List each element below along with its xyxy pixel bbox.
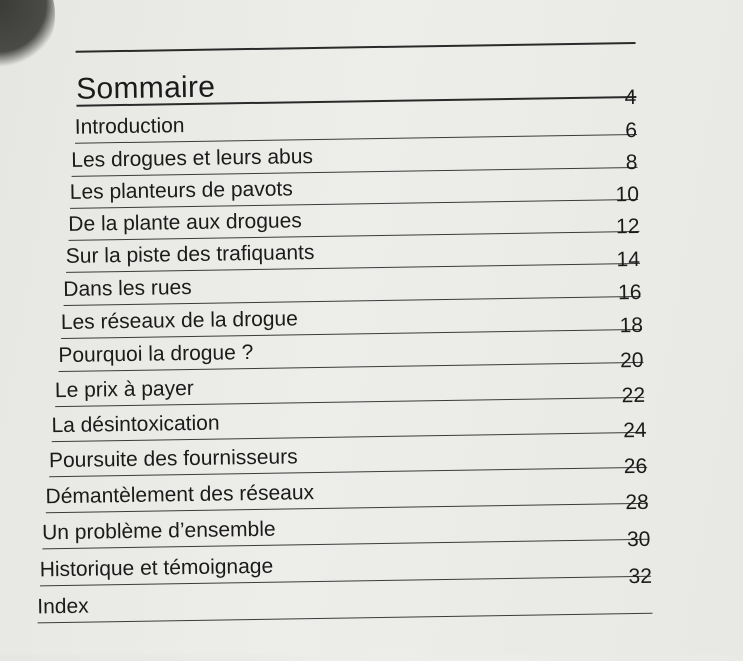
toc-entry-page: 4	[624, 85, 637, 110]
toc-entry-label: Les drogues et leurs abus	[71, 145, 314, 172]
toc-entry-page: 10	[615, 182, 640, 207]
toc-entry-page: 6	[625, 118, 638, 143]
toc-entry-page: 26	[623, 454, 648, 479]
toc-entry-page: 24	[623, 418, 647, 443]
toc-entry-page: 12	[615, 214, 640, 239]
toc-entry-label: Pourquoi la drogue ?	[58, 340, 254, 368]
toc-entry-page: 16	[617, 280, 642, 305]
toc-entry-page: 14	[616, 247, 641, 272]
toc-entry-label: Les planteurs de pavots	[69, 177, 293, 204]
toc-entry-label: Index	[37, 594, 89, 619]
toc-entry-page: 22	[621, 383, 646, 408]
toc-entry-page: 28	[625, 490, 649, 515]
toc-entry-label: Introduction	[74, 114, 185, 139]
toc-entry-page: 8	[625, 150, 638, 175]
toc-entry-label: Dans les rues	[63, 275, 192, 301]
toc-entry-page: 20	[619, 348, 644, 373]
toc-entry-label: Historique et témoignage	[39, 554, 274, 582]
toc-entry-page: 18	[619, 313, 644, 338]
toc-entry-page: 32	[628, 564, 653, 589]
toc-entry-label: La désintoxication	[51, 411, 220, 438]
toc-entry-label: Sur la piste des trafiquants	[65, 241, 315, 268]
toc-title: Sommaire	[75, 70, 216, 106]
toc-entry-label: Les réseaux de la drogue	[60, 307, 298, 335]
toc-entry-label: De la plante aux drogues	[68, 209, 302, 236]
toc-entry-label: Un problème d’ensemble	[41, 517, 276, 545]
toc-entry-label: Poursuite des fournisseurs	[48, 445, 298, 473]
top-rule	[76, 42, 636, 53]
toc-entry-rule	[38, 613, 653, 624]
toc-entry-label: Démantèlement des réseaux	[45, 481, 315, 509]
toc-entry-label: Le prix à payer	[54, 376, 194, 403]
toc-entry-page: 30	[626, 527, 651, 552]
